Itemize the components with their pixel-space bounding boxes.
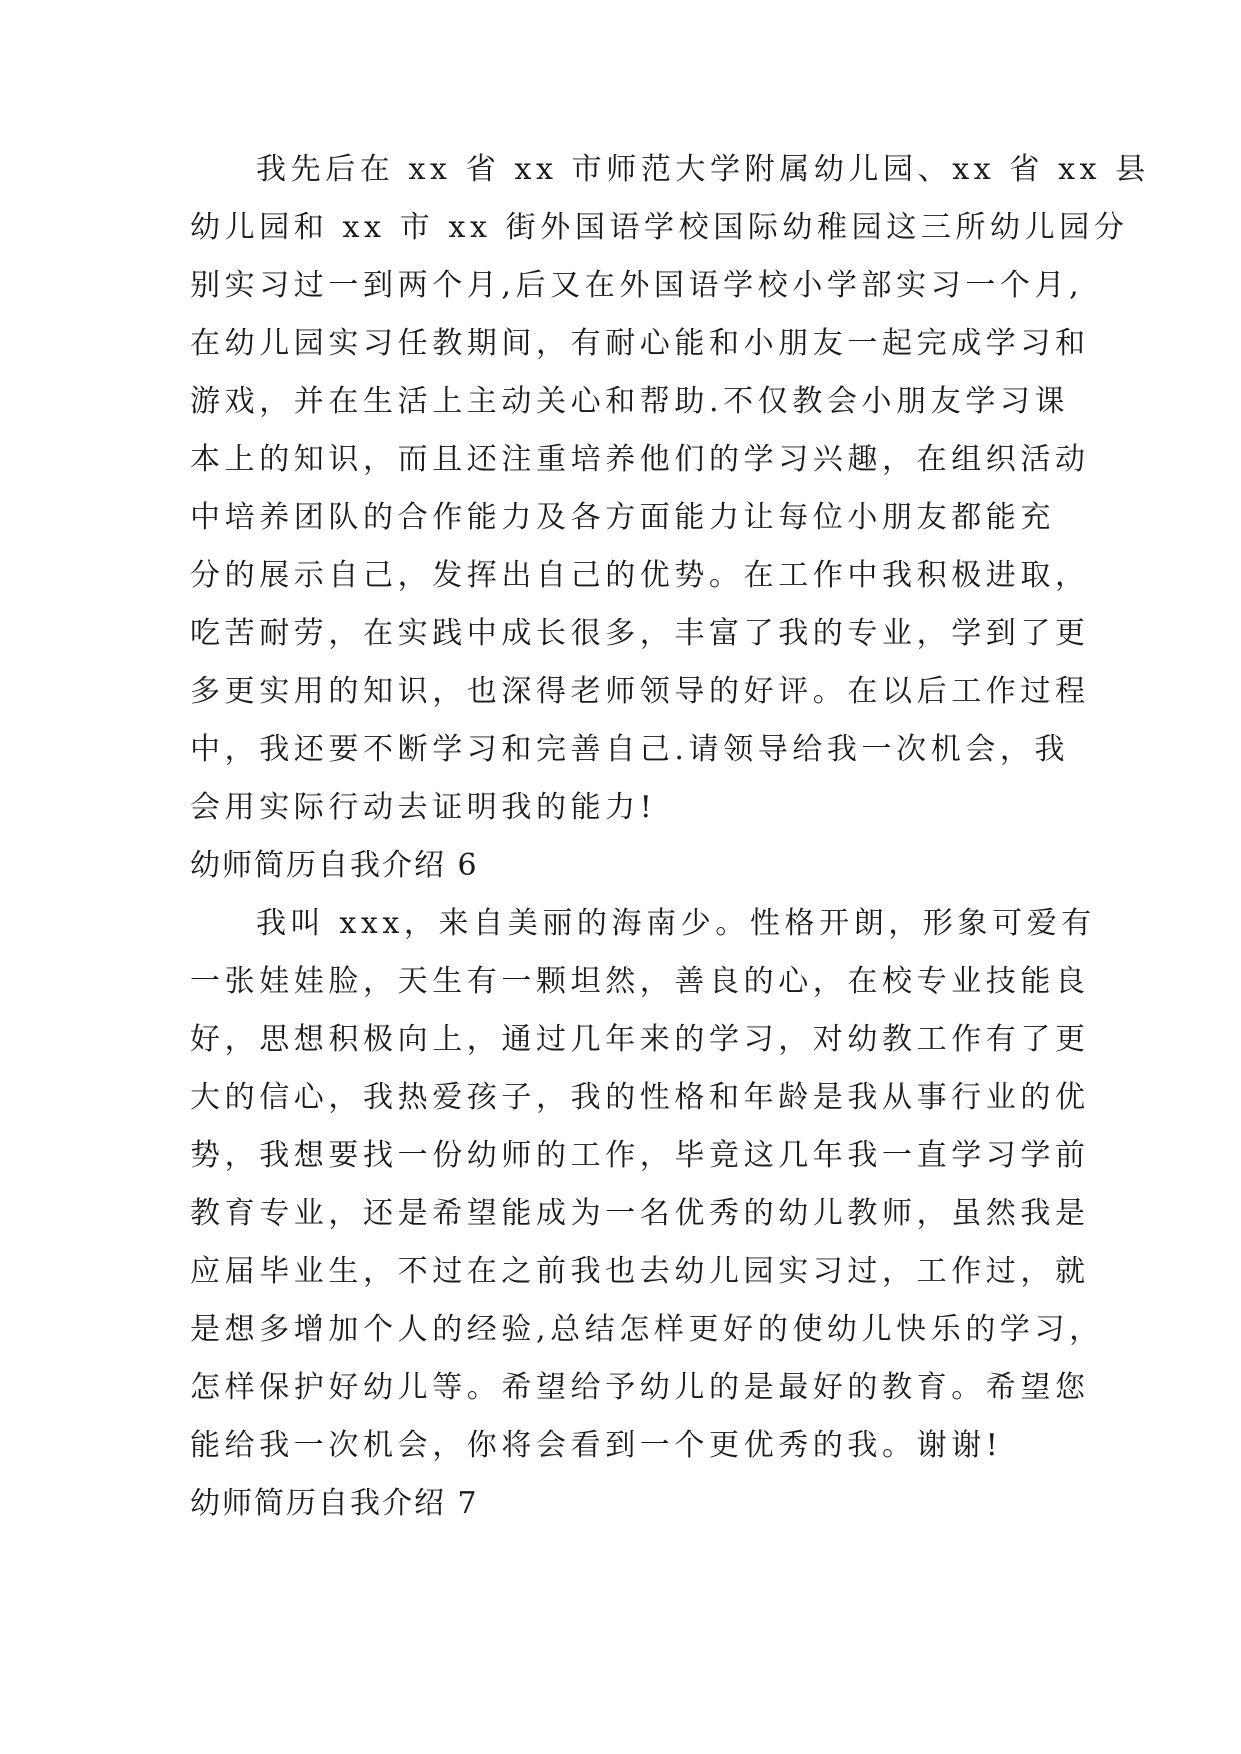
- paragraph-1-line: 游戏，并在生活上主动关心和帮助.不仅教会小朋友学习课: [190, 384, 1070, 419]
- paragraph-1-line: 别实习过一到两个月,后又在外国语学校小学部实习一个月,: [190, 268, 1084, 303]
- paragraph-1-line: 中培养团队的合作能力及各方面能力让每位小朋友都能充: [190, 500, 1055, 535]
- paragraph-2-line: 应届毕业生，不过在之前我也去幼儿园实习过，工作过，就: [190, 1254, 1090, 1289]
- paragraph-2-line: 好，思想积极向上，通过几年来的学习，对幼教工作有了更: [190, 1022, 1090, 1057]
- paragraph-2-line: 能给我一次机会，你将会看到一个更优秀的我。谢谢!: [190, 1428, 1003, 1463]
- paragraph-1-line: 中，我还要不断学习和完善自己.请领导给我一次机会，我: [190, 732, 1070, 767]
- paragraph-1-line: 幼儿园和 xx 市 xx 街外国语学校国际幼稚园这三所幼儿园分: [190, 210, 1129, 245]
- paragraph-2-line: 是想多增加个人的经验,总结怎样更好的使幼儿快乐的学习，: [190, 1312, 1104, 1347]
- paragraph-2-line: 教育专业，还是希望能成为一名优秀的幼儿教师，虽然我是: [190, 1196, 1090, 1231]
- section-heading-6: 幼师简历自我介绍 6: [190, 848, 479, 883]
- paragraph-1-line: 本上的知识，而且还注重培养他们的学习兴趣，在组织活动: [190, 442, 1090, 477]
- paragraph-1-line: 吃苦耐劳，在实践中成长很多，丰富了我的专业，学到了更: [190, 616, 1090, 651]
- paragraph-1-line: 我先后在 xx 省 xx 市师范大学附属幼儿园、xx 省 xx 县: [256, 152, 1150, 187]
- paragraph-2-line: 势，我想要找一份幼师的工作，毕竟这几年我一直学习学前: [190, 1138, 1090, 1173]
- paragraph-2-line: 大的信心，我热爱孩子，我的性格和年龄是我从事行业的优: [190, 1080, 1090, 1115]
- paragraph-2-line: 怎样保护好幼儿等。希望给予幼儿的是最好的教育。希望您: [190, 1370, 1090, 1405]
- paragraph-2-line: 一张娃娃脸，天生有一颗坦然，善良的心，在校专业技能良: [190, 964, 1090, 999]
- section-heading-7: 幼师简历自我介绍 7: [190, 1486, 479, 1521]
- paragraph-1-line: 多更实用的知识，也深得老师领导的好评。在以后工作过程: [190, 674, 1090, 709]
- paragraph-1-line: 会用实际行动去证明我的能力!: [190, 790, 657, 825]
- paragraph-2-line: 我叫 xxx，来自美丽的海南少。性格开朗，形象可爱有: [256, 906, 1096, 941]
- paragraph-1-line: 在幼儿园实习任教期间，有耐心能和小朋友一起完成学习和: [190, 326, 1090, 361]
- paragraph-1-line: 分的展示自己，发挥出自己的优势。在工作中我积极进取，: [190, 558, 1090, 593]
